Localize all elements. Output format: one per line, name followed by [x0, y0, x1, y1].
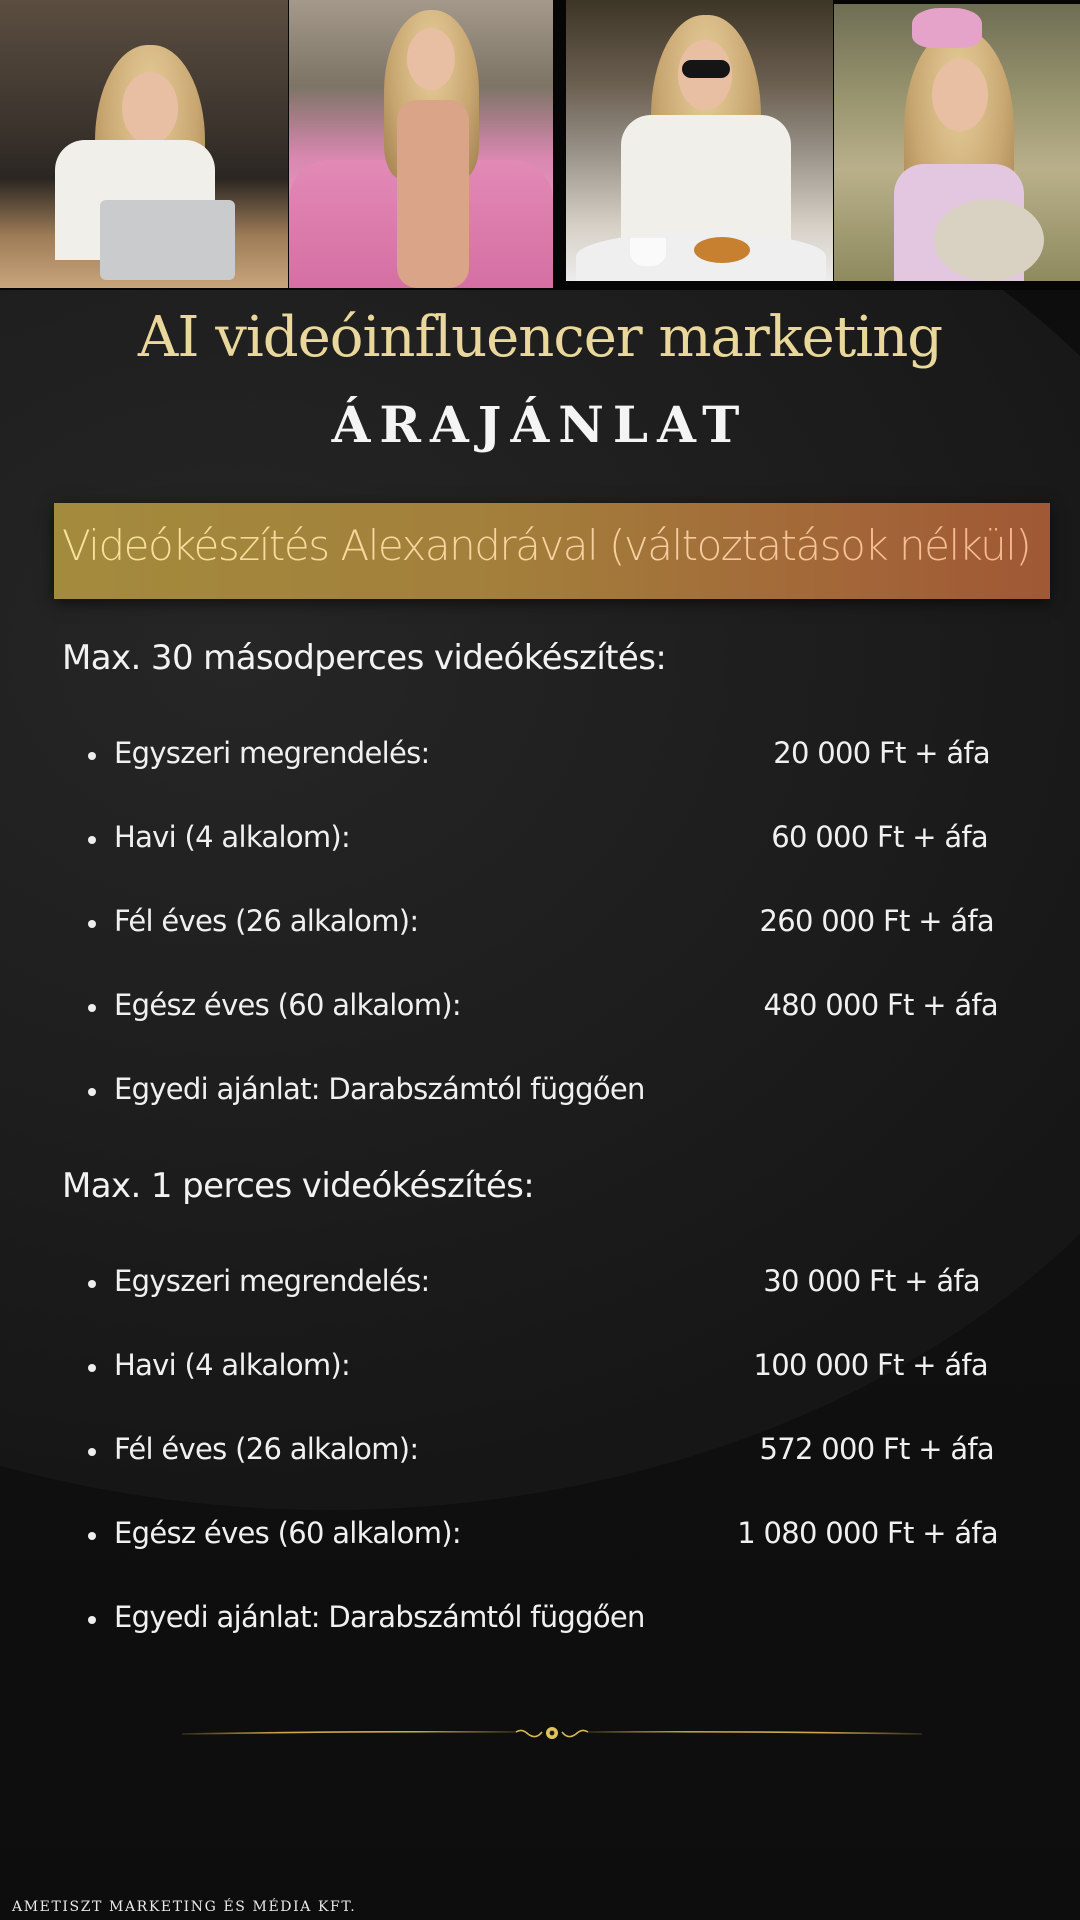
price-row: [88, 734, 998, 778]
bullet-icon: [88, 1448, 96, 1456]
bullet-icon: [88, 1532, 96, 1540]
price-row-value: 480 000 Ft + áfa: [763, 988, 998, 1022]
face-shape: [122, 72, 178, 144]
bullet-icon: [88, 920, 96, 928]
sunglasses-shape: [682, 60, 730, 78]
price-row-label: Egyedi ajánlat: Darabszámtól függően: [114, 1072, 645, 1106]
photo-influencer-car: [289, 0, 553, 288]
pink-bow-shape: [912, 8, 982, 48]
divider-line-right: [588, 1732, 922, 1734]
price-row-label: Havi (4 alkalom):: [114, 1348, 351, 1382]
photo-influencer-office: [0, 0, 288, 288]
service-banner-title[interactable]: Videókészítés Alexandrával (változtatások nélkül): [62, 521, 1031, 570]
price-row: [88, 1346, 998, 1390]
price-row: [88, 986, 998, 1030]
body-shape: [397, 100, 469, 288]
section-heading-30s: Max. 30 másodperces videókészítés:: [62, 638, 667, 678]
shirt-shape: [621, 115, 791, 245]
price-row-value: 260 000 Ft + áfa: [759, 904, 994, 938]
price-row-label: Egész éves (60 alkalom):: [114, 988, 461, 1022]
price-row-value: 20 000 Ft + áfa: [773, 736, 990, 770]
price-row: [88, 902, 998, 946]
divider-scroll-left: [516, 1730, 542, 1736]
price-row: [88, 1430, 998, 1474]
price-row-label: Fél éves (26 alkalom):: [114, 1432, 419, 1466]
price-row-value: 60 000 Ft + áfa: [771, 820, 988, 854]
price-row: [88, 818, 998, 862]
service-banner: [54, 503, 1050, 599]
bunny-shape: [934, 199, 1044, 281]
bullet-icon: [88, 1088, 96, 1096]
price-row: [88, 1514, 998, 1558]
price-row: [88, 1598, 998, 1642]
laptop-shape: [100, 200, 235, 280]
price-row-value: 1 080 000 Ft + áfa: [737, 1516, 998, 1550]
price-row-value: 100 000 Ft + áfa: [753, 1348, 988, 1382]
bullet-icon: [88, 1280, 96, 1288]
company-name-footer: AMETISZT MARKETING ÉS MÉDIA KFT.: [12, 1899, 357, 1915]
photo-influencer-meadow: [834, 4, 1080, 281]
price-row-label: Havi (4 alkalom):: [114, 820, 351, 854]
ornamental-divider: [178, 1722, 926, 1744]
price-row-label: Egyszeri megrendelés:: [114, 736, 430, 770]
bullet-icon: [88, 836, 96, 844]
price-row-label: Egész éves (60 alkalom):: [114, 1516, 461, 1550]
bullet-icon: [88, 1616, 96, 1624]
price-row: [88, 1070, 998, 1114]
price-row-value: 572 000 Ft + áfa: [759, 1432, 994, 1466]
photo-strip: [0, 0, 1080, 290]
face-shape: [407, 28, 455, 90]
divider-line-left: [182, 1732, 516, 1734]
price-row-label: Egyszeri megrendelés:: [114, 1264, 430, 1298]
bullet-icon: [88, 1004, 96, 1012]
page-subtitle: ÁRAJÁNLAT: [331, 395, 749, 454]
price-row-value: 30 000 Ft + áfa: [763, 1264, 980, 1298]
croissant-shape: [694, 237, 750, 263]
price-row-label: Egyedi ajánlat: Darabszámtól függően: [114, 1600, 645, 1634]
bullet-icon: [88, 752, 96, 760]
face-shape: [932, 59, 988, 131]
divider-scroll-right: [562, 1730, 588, 1736]
price-row: [88, 1262, 998, 1306]
price-row-label: Fél éves (26 alkalom):: [114, 904, 419, 938]
page-title: AI videóinfluencer marketing: [137, 305, 943, 370]
coffee-cup-shape: [630, 238, 666, 266]
section-heading-1min: Max. 1 perces videókészítés:: [62, 1166, 535, 1206]
bullet-icon: [88, 1364, 96, 1372]
photo-influencer-cafe: [566, 0, 833, 281]
